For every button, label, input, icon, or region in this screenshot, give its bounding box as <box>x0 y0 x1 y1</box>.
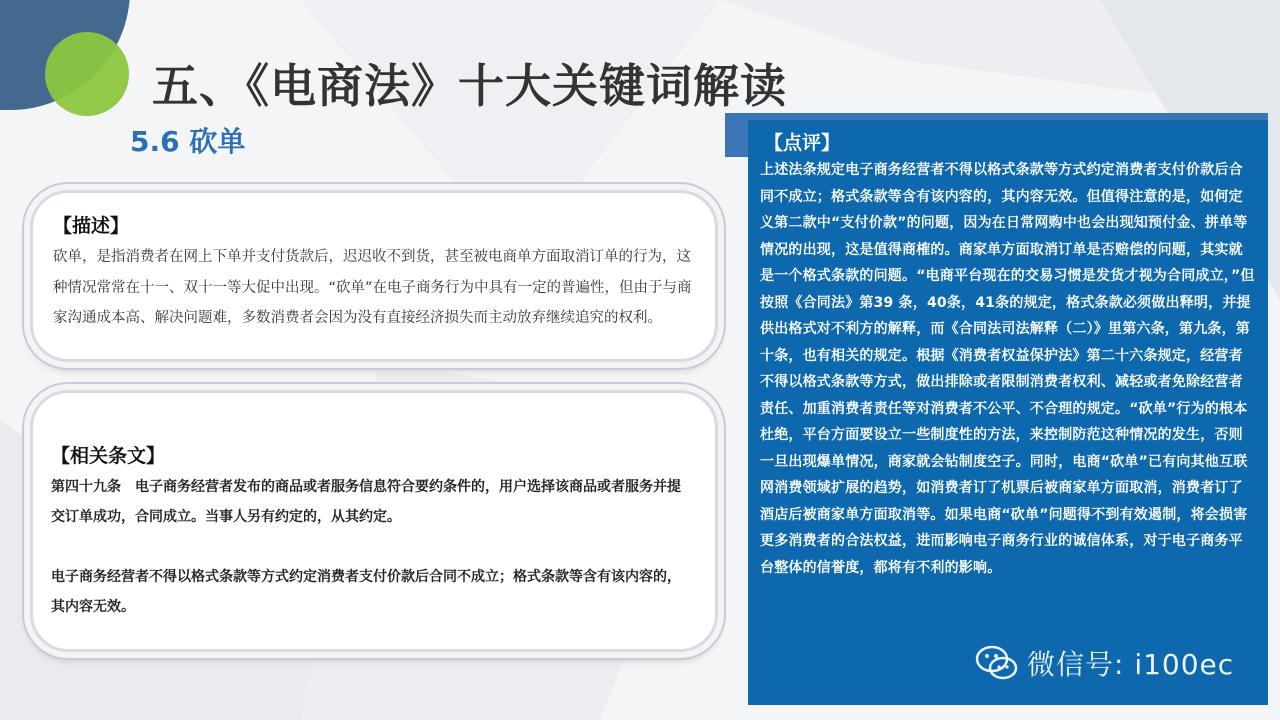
related-law-card <box>30 390 718 652</box>
law-clause-paragraph: 电子商务经营者不得以格式条款等方式约定消费者支付价款后合同不成立；格式条款等含有该内容的，其内容无效。 <box>51 569 681 615</box>
review-text: 上述法条规定电子商务经营者不得以格式条款等方式约定消费者支付价款后合同不成立；格式条款等含有该内容的，其内容无效。但值得注意的是，如何定义第二款中“支付价款”的问题，因为在日常网购中也会出现知预付金、拼单等情况的出现，这是值得商榷的。商家单方面取消订单是否赔偿的问题，其实就是一个格式条款的问题。“电商平台现在的交易习惯是发货才视为合同成立，”但按照《合同法》第39 条，40条，41条的规定，格式条款必须做出释明，并提供出格式对不利方的解释，而《合同法司法解释（二）》里第六条，第九条，第十条，也有相关的规定。根据《消费者权益保护法》第二十六条规定，经营者不得以格式条款等方式，做出排除或者限制消费者权利、减轻或者免除经营者责任、加重消费者责任等对消费者不公平、不合理的规定。“砍单”行为的根本杜绝，平台方面要设立一些制度性的方法，来控制防范这种情况的发生，否则一旦出现爆单情况，商家就会钻制度空子。同时，电商“砍单”已有向其他互联网消费领域扩展的趋势，如消费者订了机票后被商家单方面取消，消费者订了酒店后被商家单方面取消等。如果电商“砍单”问题得不到有效遏制，将会损害更多消费者的合法权益，进而影响电子商务行业的诚信体系，对于电子商务平台整体的信誉度，都将有不利的影响。 <box>760 162 1255 576</box>
section-subtitle: 5.6 砍单 <box>130 125 246 158</box>
review-panel <box>748 120 1268 705</box>
review-heading: 【点评】 <box>764 132 841 154</box>
watermark-text: 微信号: i100ec <box>1027 648 1235 681</box>
related-law-heading: 【相关条文】 <box>51 445 166 467</box>
green-circle-decoration <box>45 32 129 116</box>
description-text: 砍单，是指消费者在网上下单并支付货款后，迟迟收不到货，甚至被电商单方面取消订单的行为，这种情况常常在十一、双十一等大促中出现。“砍单”在电子商务行为中具有一定的普遍性，但由于与商家沟通成本高、解决问题难，多数消费者会因为没有直接经济损失而主动放弃继续追究的权利。 <box>53 249 692 326</box>
wechat-icon <box>975 643 1019 683</box>
description-card <box>30 190 718 362</box>
watermark <box>975 643 1234 683</box>
law-article-paragraph: 第四十九条 电子商务经营者发布的商品或者服务信息符合要约条件的，用户选择该商品或者服务并提交订单成功，合同成立。当事人另有约定的，从其约定。 <box>51 479 681 525</box>
page-title: 五、《电商法》十大关键词解读 <box>152 59 787 113</box>
description-heading: 【描述】 <box>53 215 130 237</box>
